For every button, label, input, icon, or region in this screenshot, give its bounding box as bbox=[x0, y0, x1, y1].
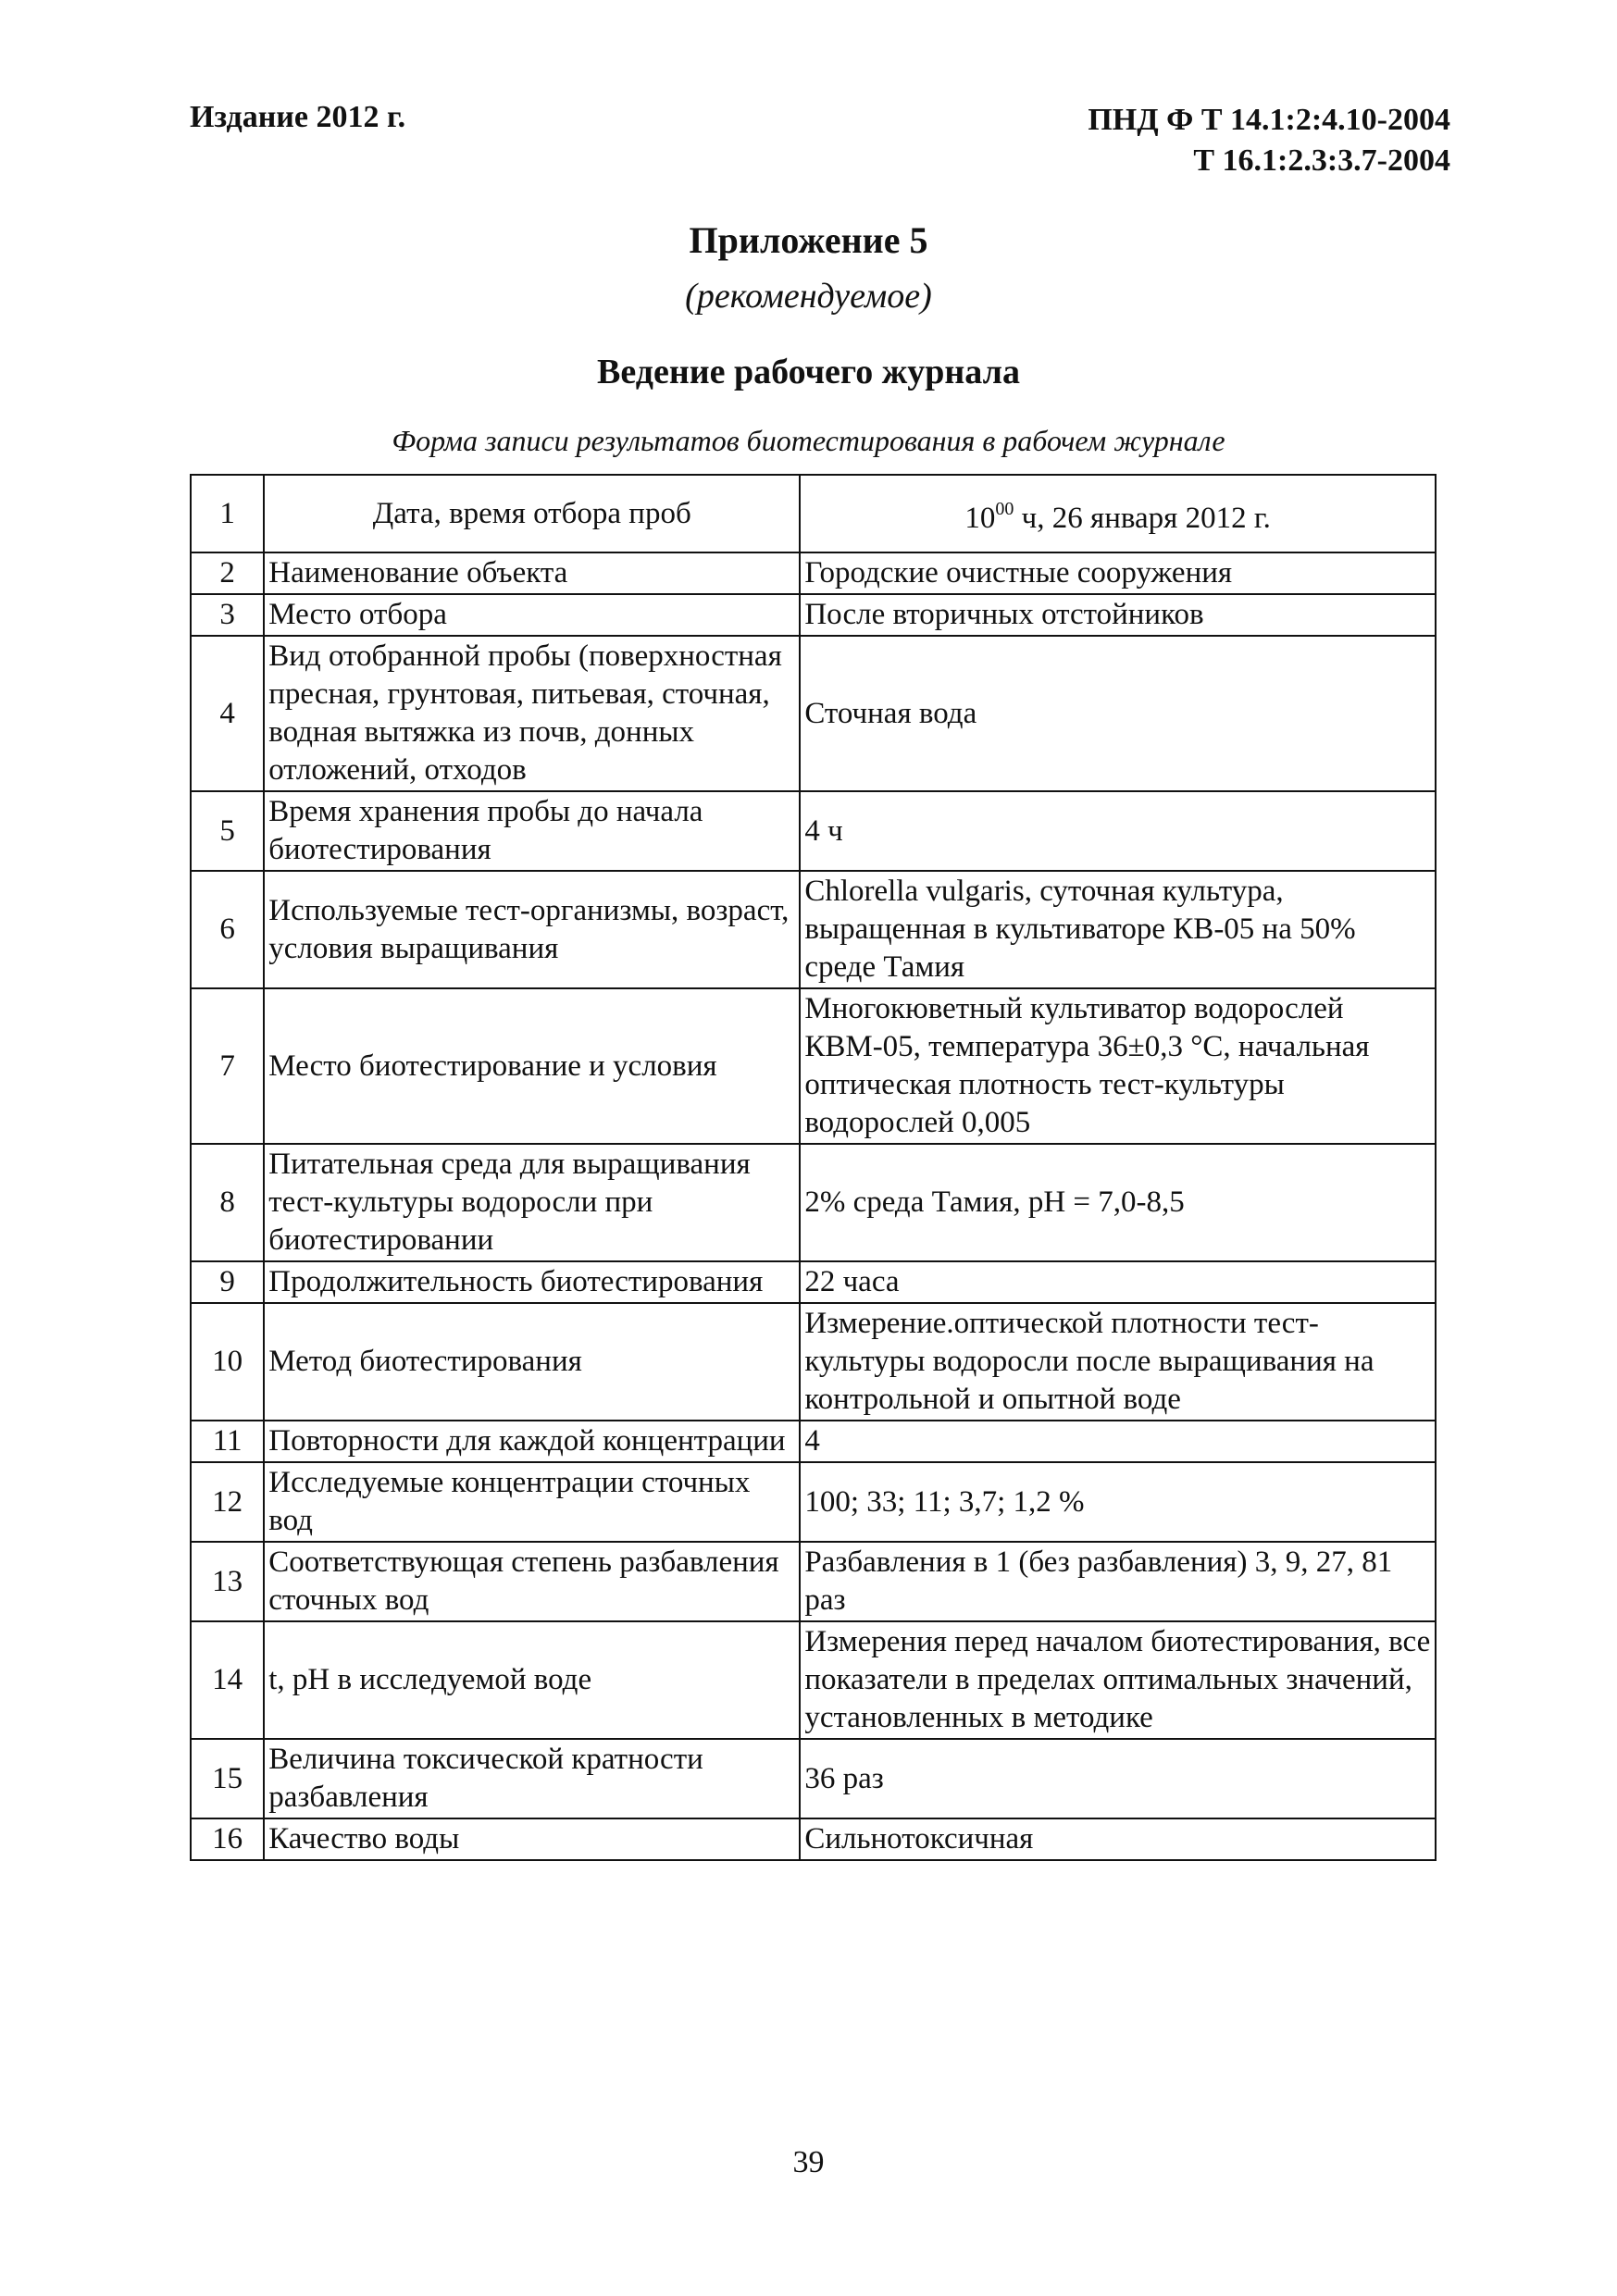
row-parameter: t, pH в исследуемой воде bbox=[264, 1621, 800, 1739]
table-row bbox=[191, 594, 1436, 636]
form-caption: Форма записи результатов биотестирования в рабочем журнале bbox=[392, 424, 1225, 457]
table-row bbox=[191, 1421, 1436, 1462]
table-row bbox=[191, 552, 1436, 594]
row-number: 8 bbox=[191, 1144, 264, 1261]
row-number: 6 bbox=[191, 871, 264, 988]
row-number: 14 bbox=[191, 1621, 264, 1739]
table-row bbox=[191, 1739, 1436, 1818]
table-row bbox=[191, 636, 1436, 791]
row-parameter: Вид отобранной пробы (поверхностная пресная, грунтовая, питьевая, сточная, водная вытяжка из почв, донных отложений, отходов bbox=[264, 636, 800, 791]
row-number: 5 bbox=[191, 791, 264, 871]
value-date: ч, 26 января 2012 г. bbox=[1014, 501, 1271, 535]
row-number: 9 bbox=[191, 1261, 264, 1303]
journal-form-table bbox=[190, 474, 1437, 1861]
table-row bbox=[191, 1303, 1436, 1421]
row-parameter: Наименование объекта bbox=[264, 552, 800, 594]
row-value: Сильнотоксичная bbox=[800, 1818, 1436, 1860]
appendix-title: Приложение 5 bbox=[689, 219, 928, 261]
table-row bbox=[191, 988, 1436, 1144]
row-value: 100; 33; 11; 3,7; 1,2 % bbox=[800, 1462, 1436, 1542]
table-row bbox=[191, 1542, 1436, 1621]
row-value: Городские очистные сооружения bbox=[800, 552, 1436, 594]
table-row bbox=[191, 1621, 1436, 1739]
row-parameter: Повторности для каждой концентрации bbox=[264, 1421, 800, 1462]
row-number: 4 bbox=[191, 636, 264, 791]
row-value: 2% среда Тамия, pH = 7,0-8,5 bbox=[800, 1144, 1436, 1261]
row-value: 36 раз bbox=[800, 1739, 1436, 1818]
table-row bbox=[191, 791, 1436, 871]
document-code bbox=[1088, 100, 1450, 181]
row-number: 15 bbox=[191, 1739, 264, 1818]
row-value: Сточная вода bbox=[800, 636, 1436, 791]
value-superscript: 00 bbox=[995, 498, 1014, 519]
row-value: 4 ч bbox=[800, 791, 1436, 871]
row-value: Разбавления в 1 (без разбавления) 3, 9, 27, 81 раз bbox=[800, 1542, 1436, 1621]
value-hour: 10 bbox=[964, 501, 996, 535]
row-parameter: Величина токсической кратности разбавления bbox=[264, 1739, 800, 1818]
row-parameter: Качество воды bbox=[264, 1818, 800, 1860]
row-number: 11 bbox=[191, 1421, 264, 1462]
row-number: 10 bbox=[191, 1303, 264, 1421]
table-row bbox=[191, 1462, 1436, 1542]
row-number: 13 bbox=[191, 1542, 264, 1621]
table-row bbox=[191, 871, 1436, 988]
appendix-status: (рекомендуемое) bbox=[685, 277, 932, 316]
row-number: 3 bbox=[191, 594, 264, 636]
row-number: 12 bbox=[191, 1462, 264, 1542]
row-number: 2 bbox=[191, 552, 264, 594]
section-title: Ведение рабочего журнала bbox=[597, 353, 1020, 391]
row-parameter: Продолжительность биотестирования bbox=[264, 1261, 800, 1303]
document-code-line-2: Т 16.1:2.3:3.7-2004 bbox=[1193, 143, 1450, 178]
table-row bbox=[191, 475, 1436, 552]
row-value: 22 часа bbox=[800, 1261, 1436, 1303]
row-value: Chlorella vulgaris, суточная культура, выращенная в культиваторе КВ-05 на 50% среде Тамия bbox=[800, 871, 1436, 988]
table-row bbox=[191, 1261, 1436, 1303]
row-parameter: Время хранения пробы до начала биотестирования bbox=[264, 791, 800, 871]
row-number: 1 bbox=[191, 475, 264, 552]
row-parameter: Место отбора bbox=[264, 594, 800, 636]
table-row bbox=[191, 1818, 1436, 1860]
row-value: После вторичных отстойников bbox=[800, 594, 1436, 636]
row-parameter: Питательная среда для выращивания тест-культуры водоросли при биотестировании bbox=[264, 1144, 800, 1261]
document-code-line-1: ПНД Ф Т 14.1:2:4.10-2004 bbox=[1088, 103, 1450, 137]
page-number: 39 bbox=[792, 2145, 825, 2179]
row-parameter: Метод биотестирования bbox=[264, 1303, 800, 1421]
row-value: Измерение.оптической плотности тест-культуры водоросли после выращивания на контрольной и опытной воде bbox=[800, 1303, 1436, 1421]
row-value: 4 bbox=[800, 1421, 1436, 1462]
row-parameter: Место биотестирование и условия bbox=[264, 988, 800, 1144]
row-parameter: Используемые тест-организмы, возраст, условия выращивания bbox=[264, 871, 800, 988]
edition-label: Издание 2012 г. bbox=[190, 100, 406, 134]
row-parameter: Соответствующая степень разбавления сточных вод bbox=[264, 1542, 800, 1621]
row-number: 16 bbox=[191, 1818, 264, 1860]
table-row bbox=[191, 1144, 1436, 1261]
row-value: Измерения перед началом биотестирования, все показатели в пределах оптимальных значений, установленных в методике bbox=[800, 1621, 1436, 1739]
row-value: Многокюветный культиватор водорослей КВМ-05, температура 36±0,3 °С, начальная оптическая плотность тест-культуры водорослей 0,005 bbox=[800, 988, 1436, 1144]
row-parameter: Исследуемые концентрации сточных вод bbox=[264, 1462, 800, 1542]
row-value bbox=[800, 475, 1436, 552]
row-parameter: Дата, время отбора проб bbox=[264, 475, 800, 552]
row-number: 7 bbox=[191, 988, 264, 1144]
